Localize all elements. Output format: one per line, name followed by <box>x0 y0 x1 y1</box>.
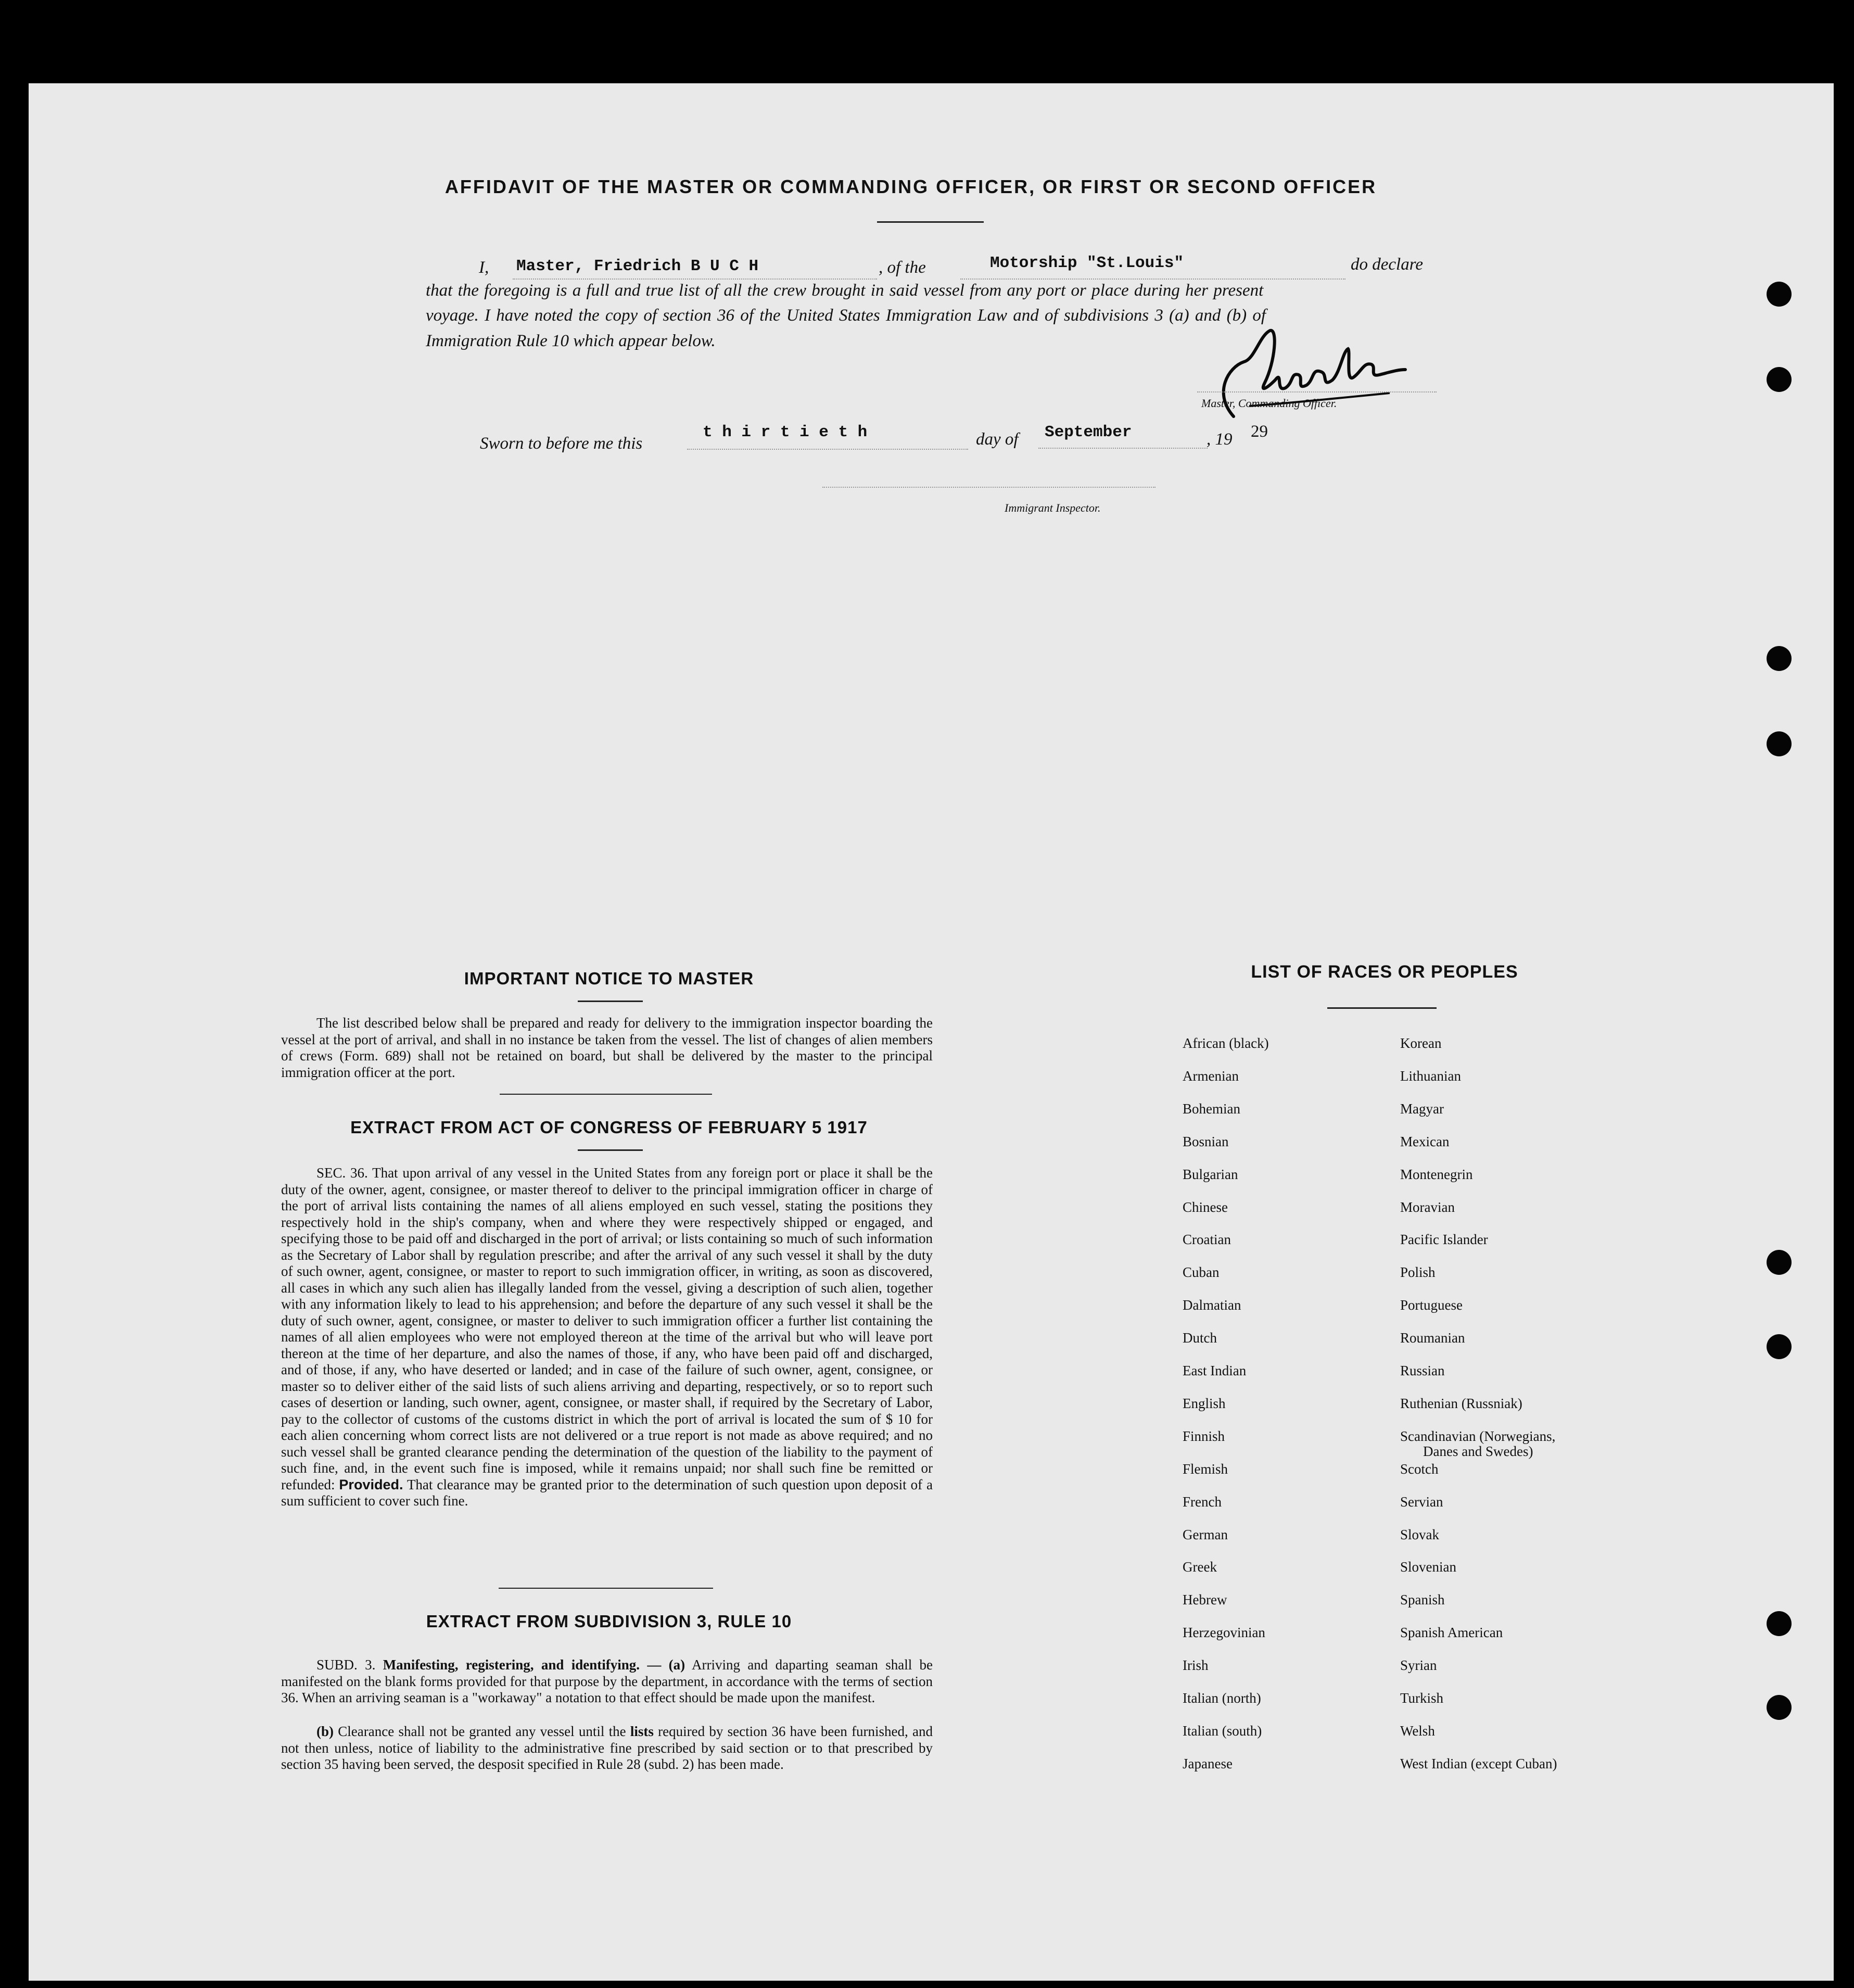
vessel-name-field: Motorship "St.Louis" <box>990 254 1184 272</box>
race-item: Welsh <box>1400 1723 1435 1739</box>
race-item: West Indian (except Cuban) <box>1400 1755 1557 1771</box>
binder-hole <box>1767 1611 1792 1636</box>
notice-body: The list described below shall be prepared and ready for delivery to the immigration inspector boarding the vessel at the port of arrival, and shall in no instance be taken from the vessel. The list of changes of alien members of crews (Form. 689) shall not be retained on board, but shall be delivered by the master to the principal immigration officer at the port. <box>281 1015 933 1080</box>
race-item: Herzegovinian <box>1183 1625 1265 1641</box>
race-item: Spanish American <box>1400 1625 1503 1641</box>
race-item: Cuban <box>1183 1264 1220 1281</box>
race-item: Irish <box>1183 1657 1209 1674</box>
inspector-caption: Immigrant Inspector. <box>1005 501 1101 514</box>
year-suffix-field: 29 <box>1251 422 1268 441</box>
vessel-name-line <box>960 278 1345 280</box>
race-item: Syrian <box>1400 1657 1437 1674</box>
race-item: Moravian <box>1400 1199 1455 1215</box>
extract-act-text: SEC. 36. That upon arrival of any vessel in the United States from any foreign port or place it shall be the duty of the owner, agent, consignee, or master thereof to deliver to the principal immigration officer in charge of the port of arrival lists containing the names of all aliens employed en such vessel, stating the positions they respectively hold in the ship's company, when and where they were respectively shipped or engaged, and specifying those to be paid off and discharged in the port of arrival; or lists containing so much of such information as the Secretary of Labor shall by regulation prescribe; and after the arrival of any such vessel it shall by the duty of such owner, agent, consignee, or master to report to such immigration officer, in writing, as soon as discovered, all cases in which any such alien has illegally landed from the vessel, giving a description of such alien, together with any information likely to lead to his apprehension; and before the departure of any such vessel it shall be the duty of such owner, agent, consignee, or master to deliver to such immigration officer a further list containing the names of all alien employees who were not employed thereon at the time of the arrival but who will leave port thereon at the time of her departure, and also the names of those, if any, who have been paid off and discharged, and of those, if any, who have deserted or landed; and in case of the failure of such owner, agent, consignee, or master so to deliver either of the said lists of such aliens arriving and departing, respectively, or so to report such cases of desertion or landing, such owner, agent, consignee, or master shall, if required by the Secretary of Labor, pay to the collector of customs of the customs district in which the port of arrival is located the sum of $ 10 for each alien concerning whom correct lists are not delivered or a true report is not made as above required; and no such vessel shall be granted clearance pending the determination of the question of the liability to the payment of such fine, and, in the event such fine is imposed, while it remains unpaid; nor shall such fine be remitted or refunded: <box>281 1165 933 1492</box>
race-item: Dalmatian <box>1183 1297 1241 1313</box>
race-item: Italian (north) <box>1183 1690 1261 1706</box>
binder-hole <box>1767 1250 1792 1275</box>
binder-hole <box>1767 646 1792 671</box>
race-item: Lithuanian <box>1400 1068 1461 1084</box>
race-item: Bosnian <box>1183 1133 1229 1149</box>
race-item: Hebrew <box>1183 1592 1227 1608</box>
binder-hole <box>1767 282 1792 307</box>
sworn-day-line <box>687 449 968 450</box>
affidavit-line-4: Immigration Rule 10 which appear below. <box>426 332 716 350</box>
race-item: Croatian <box>1183 1232 1231 1248</box>
race-item: Portuguese <box>1400 1297 1463 1313</box>
of-the-label: , of the <box>879 258 926 277</box>
title-underline <box>877 221 984 223</box>
race-item: Armenian <box>1183 1068 1239 1084</box>
extract-act-divider <box>499 1588 713 1589</box>
race-item: Italian (south) <box>1183 1723 1262 1739</box>
inspector-line <box>822 487 1155 488</box>
sworn-month-line <box>1038 448 1208 449</box>
race-item: Spanish <box>1400 1592 1445 1608</box>
race-item: Japanese <box>1183 1755 1233 1771</box>
race-item: Scandinavian (Norwegians, Danes and Swedes) <box>1400 1428 1556 1459</box>
race-item: Bulgarian <box>1183 1166 1238 1182</box>
affidavit-line-2: that the foregoing is a full and true list of all the crew brought in said vessel from any port or place during her present <box>426 281 1264 300</box>
race-item: Finnish <box>1183 1428 1225 1444</box>
binder-hole <box>1767 731 1792 756</box>
race-item: Slovak <box>1400 1526 1440 1542</box>
race-item: Polish <box>1400 1264 1436 1281</box>
signature-line <box>1197 391 1437 392</box>
race-item: African (black) <box>1183 1035 1269 1051</box>
notice-divider <box>500 1094 712 1095</box>
subd-label: SUBD. 3. <box>316 1657 376 1673</box>
race-item: German <box>1183 1526 1228 1542</box>
provided-label: Provided. <box>339 1476 403 1492</box>
subd-heading: Manifesting, registering, and identifying. <box>383 1657 640 1673</box>
races-right-column <box>1400 1036 1660 1780</box>
race-item: French <box>1183 1493 1222 1510</box>
extract-act-title-underline <box>578 1149 643 1151</box>
notice-title-underline <box>578 1001 643 1002</box>
master-name-line <box>513 278 877 280</box>
affidavit-title: AFFIDAVIT OF THE MASTER OR COMMANDING OFFICER, OR FIRST OR SECOND OFFICER <box>445 176 1377 197</box>
race-item: Flemish <box>1183 1461 1228 1477</box>
extract-rule-title: EXTRACT FROM SUBDIVISION 3, RULE 10 <box>426 1612 792 1631</box>
race-item: Greek <box>1183 1559 1217 1575</box>
binder-hole <box>1767 1695 1792 1720</box>
race-item: Korean <box>1400 1035 1442 1051</box>
master-name-field: Master, Friedrich B U C H <box>516 257 759 275</box>
race-item: Bohemian <box>1183 1100 1240 1117</box>
affidavit-i-label: I, <box>479 258 489 277</box>
do-declare-label: do declare <box>1351 255 1423 274</box>
extract-act-body <box>281 1165 933 1510</box>
extract-rule-subd-a <box>281 1657 933 1706</box>
sworn-day-field: t h i r t i e t h <box>703 423 868 441</box>
subd-a-text: Arriving and daparting seaman shall be manifested on the blank forms provided for that purpose by the department, in accordance with the terms of section 36. When an arriving seaman is a "workaway" a notation to that effect should be made upon the manifest. <box>281 1657 933 1705</box>
race-item: Russian <box>1400 1363 1445 1378</box>
race-item: Ruthenian (Russniak) <box>1400 1395 1522 1411</box>
race-item-continuation: Danes and Swedes) <box>1423 1443 1533 1459</box>
extract-rule-subd-b <box>281 1724 933 1773</box>
race-item: Montenegrin <box>1400 1166 1473 1182</box>
race-item: East Indian <box>1183 1363 1247 1378</box>
race-item: Mexican <box>1400 1133 1450 1149</box>
extract-act-text-end: That clearance may be granted prior to the determination of such question upon deposit of a sum sufficient to cover such fine. <box>281 1476 933 1509</box>
extract-act-title: EXTRACT FROM ACT OF CONGRESS OF FEBRUARY 5 1917 <box>350 1118 868 1137</box>
race-item: Pacific Islander <box>1400 1232 1488 1248</box>
race-item: Chinese <box>1183 1199 1228 1215</box>
sworn-label: Sworn to before me this <box>480 434 643 453</box>
subd-b-text-2: required by section 36 have been furnished, and not then unless, notice of liability to the administrative fine prescribed by said section or to that prescribed by section 35 having been served, the desposit specified in Rule 28 (subd. 2) has been made. <box>281 1724 933 1772</box>
affidavit-line-3: voyage. I have noted the copy of section 36 of the United States Immigration Law and of subdivisions 3 (a) and (b) of <box>426 306 1266 325</box>
race-item: Magyar <box>1400 1100 1444 1117</box>
year-prefix: , 19 <box>1207 430 1233 449</box>
race-item: Servian <box>1400 1493 1443 1510</box>
race-item: Slovenian <box>1400 1559 1456 1575</box>
subd-a-label: — (a) <box>647 1657 685 1673</box>
races-title-underline <box>1327 1007 1437 1009</box>
signature-caption: Master, Commanding Officer. <box>1201 397 1337 410</box>
race-item: Turkish <box>1400 1690 1444 1706</box>
binder-hole <box>1767 367 1792 392</box>
subd-b-lists: lists <box>630 1724 654 1739</box>
races-title: LIST OF RACES OR PEOPLES <box>1251 962 1518 982</box>
race-item: Roumanian <box>1400 1330 1465 1346</box>
race-item: English <box>1183 1395 1226 1411</box>
race-item: Dutch <box>1183 1330 1217 1346</box>
race-item: Scotch <box>1400 1461 1439 1477</box>
binder-hole <box>1767 1334 1792 1359</box>
notice-title: IMPORTANT NOTICE TO MASTER <box>464 969 754 988</box>
subd-b-label: (b) <box>316 1724 334 1739</box>
sworn-month-field: September <box>1045 423 1132 441</box>
subd-b-text: Clearance shall not be granted any vessel until the <box>338 1724 626 1739</box>
races-left-column <box>1183 1036 1380 1780</box>
day-of-label: day of <box>976 430 1019 449</box>
